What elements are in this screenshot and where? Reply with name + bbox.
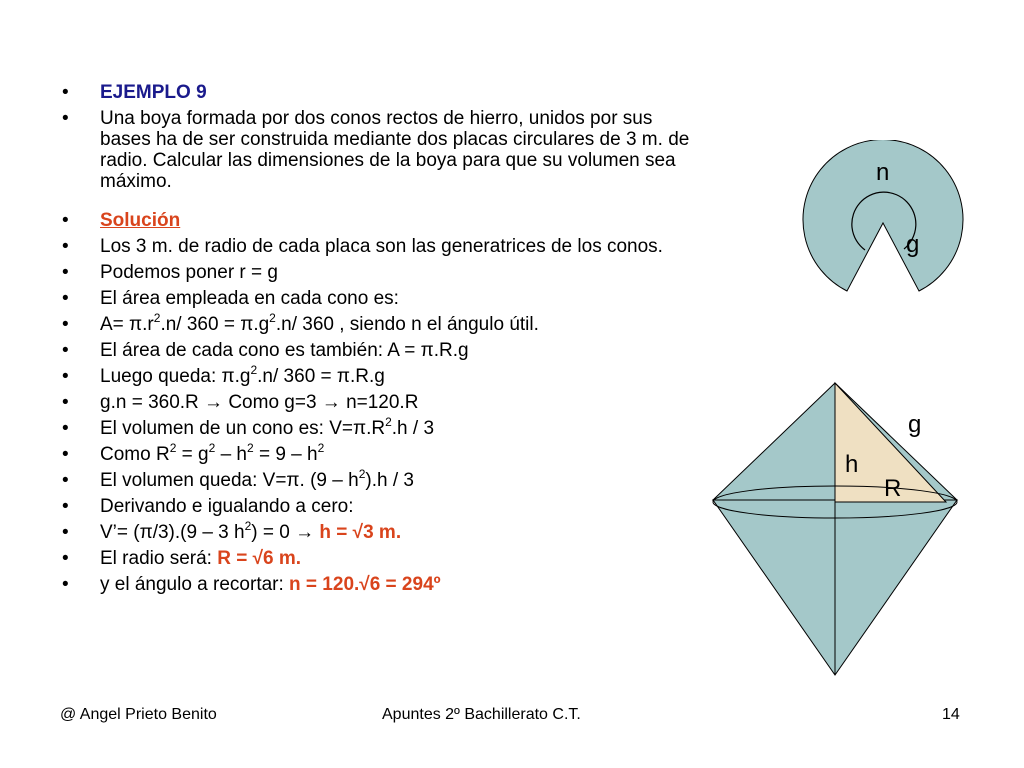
cone-h-label: h [845, 451, 859, 478]
line-angulo: • y el ángulo a recortar: n = 120.√6 = 294º [60, 574, 700, 595]
problem-statement: • Una boya formada por dos conos rectos de hierro, unidos por sus bases ha de ser construida mediante dos placas circulares de 3 m. de radio. Calcular las dimensiones de la boya para que su volumen sea máximo. [60, 108, 700, 192]
disc-g-label: g [906, 231, 920, 258]
double-cone-figure [710, 380, 960, 680]
line-luego-queda: • Luego queda: $\pi.g^2.n/$ 360 = π.R.g [60, 366, 700, 387]
content-list [60, 82, 700, 600]
cone-g-label: g [908, 411, 922, 438]
line-volume-cone: • El volumen de un cono es: $V=\pi.R^2.h / 3$ [60, 418, 700, 439]
disc-n-label: n [876, 159, 890, 186]
ejemplo-heading: • EJEMPLO 9 [60, 82, 700, 103]
line-g-n: • g.n = 360.R → Como g=3 → n=120.R [60, 392, 700, 413]
line-derivando: • Derivando e igualando a cero: [60, 496, 700, 517]
line-como-r2: • Como $R^2 = g^2 - h^2 = 9 - h^2$ [60, 444, 700, 465]
footer-course: Apuntes 2º Bachillerato C.T. [382, 706, 581, 723]
line-radio: • El radio será: R = √6 m. [60, 548, 700, 569]
line-derivative: • V’= (π/3).(9 – 3 $h^2) = 0 \to h = √3$ m. [60, 522, 700, 543]
disc-figure [800, 140, 970, 300]
line-area-formula: • $A= \pi.r^2.n/$ $360 = \pi.g^2.n/$ 360 , siendo n el ángulo útil. [60, 314, 700, 335]
result-r: R = √6 m. [217, 548, 302, 569]
line-generatrices: • Los 3 m. de radio de cada placa son las generatrices de los conos. [60, 236, 700, 257]
solucion-heading: • Solución [60, 210, 700, 231]
footer-author: @ Angel Prieto Benito [60, 706, 217, 723]
line-r-equals-g: • Podemos poner r = g [60, 262, 700, 283]
line-area-used: • El área empleada en cada cono es: [60, 288, 700, 309]
result-n: n = 120.√6 = 294º [289, 574, 441, 595]
footer-page-number: 14 [942, 706, 960, 723]
line-volume-queda: • El volumen queda: V=π. $(9 - h^2).h / 3$ [60, 470, 700, 491]
line-area-cone: • El área de cada cono es también: A = π.R.g [60, 340, 700, 361]
result-h: h = √3 m. [319, 522, 402, 543]
cone-r-label: R [884, 475, 902, 502]
